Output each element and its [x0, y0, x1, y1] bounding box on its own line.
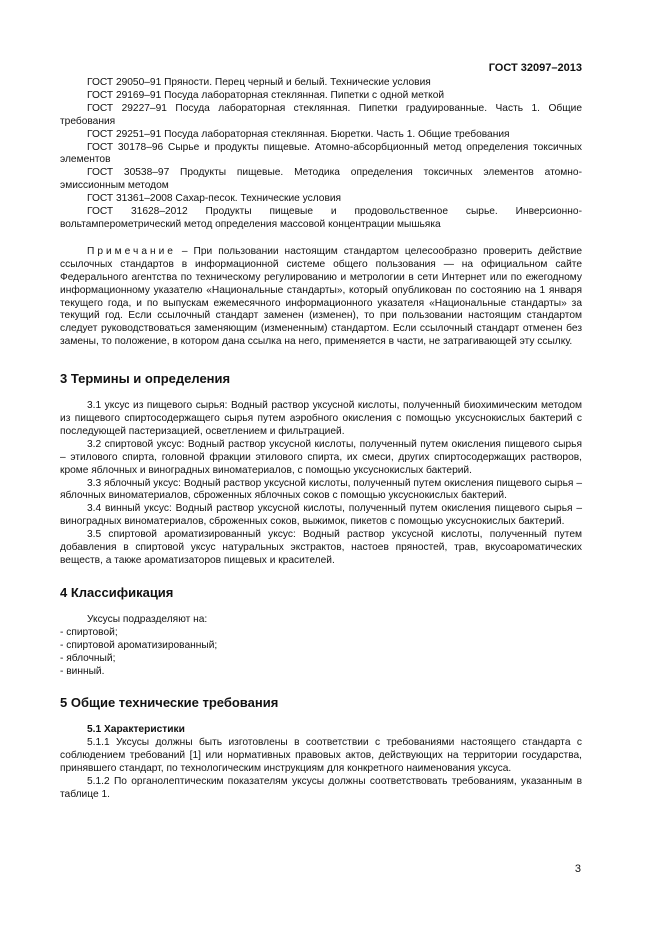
classification-item: - спиртовой; — [60, 626, 118, 638]
reference-item: ГОСТ 29251–91 Посуда лабораторная стеклянная. Бюретки. Часть 1. Общие требования — [87, 128, 510, 140]
term-definition: 3.2 спиртовой уксус: Водный раствор уксусной кислоты, полученный путем окисления пищевого сырья – этилового спирта, головной фракции этилового спирта, их смеси, других спиртосодержащих растворов, кроме яблочных и виноградных виноматериалов, с помощью уксуснокислых бактерий. — [60, 438, 582, 476]
classification-item: - спиртовой ароматизированный; — [60, 639, 218, 651]
reference-item: ГОСТ 29050–91 Пряности. Перец черный и белый. Технические условия — [87, 77, 431, 88]
note-text: – При пользовании настоящим стандартом целесообразно проверить действие ссылочных стандартов в информационной системе общего пользования — на официальном сайте Федерального агентства по техническому регулированию и метрологии в сети Интернет или по ежегодному информационному указателю «Национальные стандарты», который опубликован по состоянию на 1 января текущего года, и по выпускам ежемесячного информационного указателя «Национальные стандарты» за текущий год. Если ссылочный стандарт заменен (изменен), то при пользовании настоящим стандартом следует руководствоваться заменяющим (измененным) стандартом. Если ссылочный стандарт отменен без замены, то положение, в котором дана ссылка на него, применяется в части, не затрагивающей эту ссылку. — [60, 245, 582, 348]
note-label: Примечание — [87, 245, 176, 257]
note-paragraph — [60, 246, 582, 349]
reference-item: ГОСТ 30178–96 Сырье и продукты пищевые. Атомно-абсорбционный метод определения токсичных элементов — [60, 141, 582, 166]
reference-item: ГОСТ 29169–91 Посуда лабораторная стеклянная. Пипетки с одной меткой — [87, 89, 445, 101]
reference-item: ГОСТ 31361–2008 Сахар-песок. Технические условия — [87, 193, 342, 205]
document-id-header: ГОСТ 32097–2013 — [488, 62, 582, 74]
requirement-paragraph: 5.1.2 По органолептическим показателям уксусы должны соответствовать требованиям, указанным в таблице 1. — [60, 776, 582, 800]
reference-item: ГОСТ 31628–2012 Продукты пищевые и продовольственное сырье. Инверсионно-вольтамперометрический метод определения массовой концентрации мышьяка — [60, 206, 582, 230]
classification-item: - винный. — [60, 665, 105, 677]
page-content — [60, 77, 582, 802]
reference-item: ГОСТ 30538–97 Продукты пищевые. Методика определения токсичных элементов атомно-эмиссионным методом — [60, 167, 582, 192]
term-definition: 3.4 винный уксус: Водный раствор уксусной кислоты, полученный путем окисления пищевого сырья – виноградных виноматериалов, сброженных соков, выжимок, пикетов с помощью уксуснокислых бактерий. — [60, 503, 582, 528]
classification-item: - яблочный; — [60, 652, 116, 664]
term-definition: 3.3 яблочный уксус: Водный раствор уксусной кислоты, полученный путем окисления пищевого сырья – яблочных виноматериалов, сброженных яблочных соков с помощью уксуснокислых бактерий. — [60, 477, 582, 502]
section-5-title: 5 Общие технические требования — [60, 695, 279, 711]
section-3-title: 3 Термины и определения — [60, 371, 231, 387]
subsection-5-1-title: 5.1 Характеристики — [87, 724, 185, 736]
term-definition: 3.5 спиртовой ароматизированный уксус: Водный раствор уксусной кислоты, полученный путем добавления в спиртовой уксус натуральных экстрактов, настоев пряностей, трав, вкусоароматических веществ, а также ароматизаторов пищевых и красителей. — [60, 529, 582, 566]
section-4-title: 4 Классификация — [60, 584, 174, 600]
term-definition: 3.1 уксус из пищевого сырья: Водный раствор уксусной кислоты, полученный биохимическим методом из пищевого спиртосодержащего сырья путем аэробного окисления с помощью уксуснокислых бактерий с последующей пастеризацией, осветлением и фильтрацией. — [60, 400, 582, 437]
reference-item: ГОСТ 29227–91 Посуда лабораторная стеклянная. Пипетки градуированные. Часть 1. Общие требования — [60, 102, 582, 127]
requirement-paragraph: 5.1.1 Уксусы должны быть изготовлены в соответствии с требованиями настоящего стандарта с соблюдением требований [1] или нормативных правовых актов, действующих на территории государства, принявшего стандарт, по технологическим инструкциям для конкретного наименования уксуса. — [60, 737, 582, 775]
page-number: 3 — [574, 863, 581, 875]
classification-intro: Уксусы подразделяют на: — [87, 613, 208, 625]
